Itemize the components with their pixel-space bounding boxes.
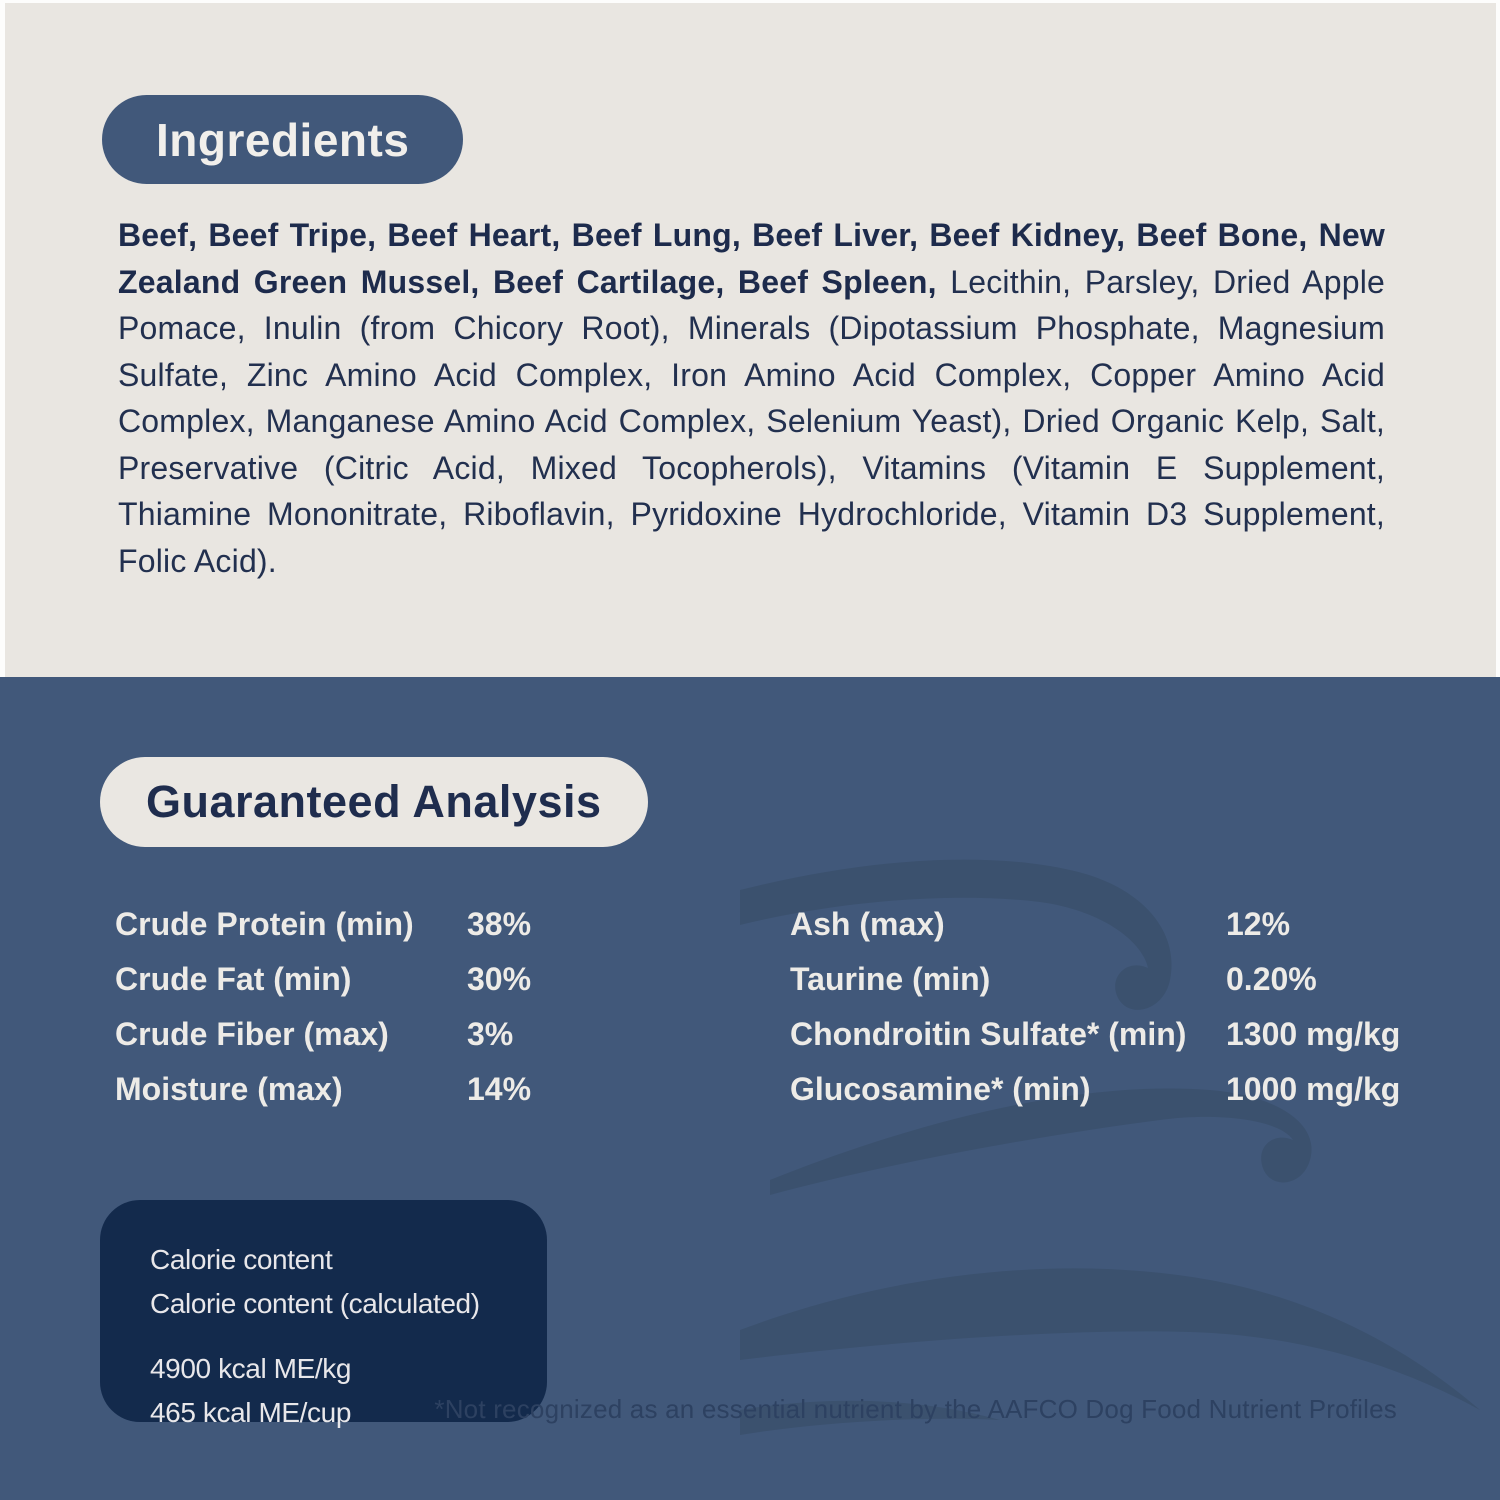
analysis-table-right: [790, 897, 1401, 1117]
analysis-label: Crude Protein (min): [115, 906, 414, 942]
analysis-value: 14%: [467, 1071, 532, 1107]
ingredients-badge: [102, 95, 463, 184]
analysis-label: Ash (max): [790, 906, 945, 942]
calorie-value-kg: 4900 kcal ME/kg: [150, 1353, 351, 1384]
guaranteed-analysis-section: [0, 677, 1500, 1500]
analysis-value: 1300 mg/kg: [1226, 1016, 1401, 1052]
ingredients-secondary-list: Lecithin, Parsley, Dried Apple Pomace, Inulin (from Chicory Root), Minerals (Dipotassium Phosphate, Magnesium Sulfate, Zinc Amino Acid Complex, Iron Amino Acid Complex, Copper Amino Acid Complex, Manganese Amino Acid Complex, Selenium Yeast), Dried Organic Kelp, Salt, Preservative (Citric Acid, Mixed Tocopherols), Vitamins (Vitamin E Supplement, Thiamine Mononitrate, Riboflavin, Pyridoxine Hydrochloride, Vitamin D3 Supplement, Folic Acid).: [118, 263, 1385, 579]
analysis-value: 1000 mg/kg: [1226, 1071, 1401, 1107]
guaranteed-analysis-badge: [100, 757, 648, 847]
calorie-value-cup: 465 kcal ME/cup: [150, 1397, 351, 1428]
analysis-label: Taurine (min): [790, 961, 991, 997]
ingredients-badge-label: Ingredients: [156, 113, 410, 166]
analysis-label: Crude Fiber (max): [115, 1016, 389, 1052]
calorie-content-title: Calorie content: [150, 1244, 333, 1275]
ingredients-primary-list: Beef, Beef Tripe, Beef Heart, Beef Lung, Beef Liver, Beef Kidney, Beef Bone, New Zealand Green Mussel, Beef Cartilage, Beef Spleen,: [118, 217, 1385, 300]
photo-edge-top: [0, 0, 1500, 3]
ingredients-section: [0, 0, 1500, 677]
aafco-footnote: *Not recognized as an essential nutrient by the AAFCO Dog Food Nutrient Profiles: [434, 1394, 1397, 1424]
analysis-value: 0.20%: [1226, 961, 1317, 997]
analysis-value: 12%: [1226, 906, 1291, 942]
photo-edge-left: [0, 0, 5, 677]
calorie-content-box: [100, 1200, 547, 1428]
analysis-value: 3%: [467, 1016, 514, 1052]
analysis-label: Glucosamine* (min): [790, 1071, 1091, 1107]
analysis-label: Chondroitin Sulfate* (min): [790, 1016, 1187, 1052]
analysis-value: 38%: [467, 906, 532, 942]
analysis-label: Crude Fat (min): [115, 961, 352, 997]
calorie-content-subtitle: Calorie content (calculated): [150, 1288, 480, 1319]
guaranteed-analysis-badge-label: Guaranteed Analysis: [146, 776, 602, 827]
photo-edge-right: [1496, 0, 1500, 677]
analysis-table-left: [115, 897, 671, 1117]
ingredients-paragraph: [118, 212, 1385, 584]
analysis-label: Moisture (max): [115, 1071, 343, 1107]
analysis-value: 30%: [467, 961, 532, 997]
